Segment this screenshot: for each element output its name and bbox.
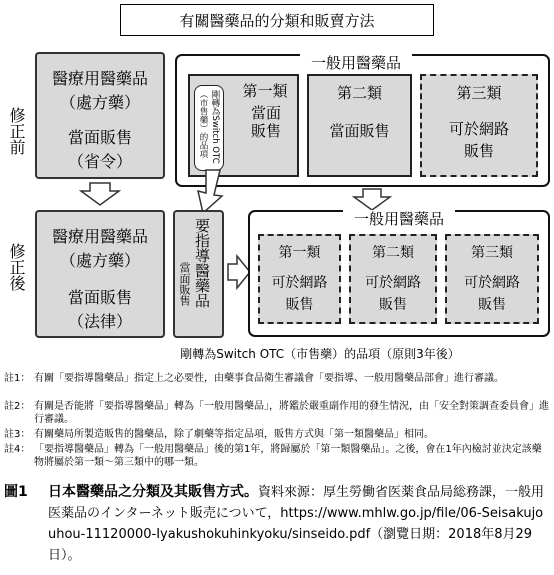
note-text: 「要指導醫藥品」轉為「一般用醫藥品」後的第1年，將歸屬於「第一類醫藥品」。之後，會在1年內檢討並決定該藥物將屬於第一類～第三類中的哪一類。 <box>34 444 542 468</box>
before-rx-law: （省令） <box>67 152 132 171</box>
after-cat1-box <box>258 234 341 324</box>
note-item <box>4 372 549 385</box>
after-cat2-box <box>349 234 437 324</box>
after-cat2-sale-1: 可於網路 <box>365 275 421 291</box>
row-label-after: 修正後 <box>7 243 26 291</box>
switch-note-main: 剛轉為Switch OTC <box>210 90 220 164</box>
figure-caption <box>4 482 550 566</box>
after-cat1-name: 第一類 <box>278 245 321 261</box>
after-cat3-box <box>445 234 539 324</box>
arrow-down-otc <box>354 189 390 210</box>
note-item <box>4 443 549 469</box>
before-cat2-sale: 當面販售 <box>329 122 390 140</box>
after-rx-name: 醫療用醫藥品 <box>51 227 148 246</box>
note-tag: 註2： <box>4 401 31 412</box>
note-item <box>4 428 549 441</box>
after-rx-law: （法律） <box>67 312 132 331</box>
note-tag: 註1： <box>4 373 31 384</box>
guided-drug-sale: 當面販售 <box>178 262 191 306</box>
after-cat1-sale-2: 販售 <box>285 297 314 313</box>
after-cat3-name: 第三類 <box>471 245 513 261</box>
before-otc-title: 一般用醫藥品 <box>300 54 412 72</box>
switch-caption: 剛轉為Switch OTC（市售藥）的品項（原則3年後） <box>180 347 460 361</box>
switch-note-sub: （市售藥）的品項 <box>198 90 208 158</box>
guided-drug-box <box>173 210 224 338</box>
guided-drug-name: 要指導醫藥品 <box>193 218 211 308</box>
before-cat3-name: 第三類 <box>456 84 502 102</box>
before-cat3-sale-1: 可於網路 <box>448 120 509 138</box>
after-cat2-name: 第二類 <box>372 245 414 261</box>
note-text: 有關是否能將「要指導醫藥品」轉為「一般用醫藥品」，將鑑於嚴重副作用的發生情況，由「安全對策調查委員會」進行審議。 <box>34 401 549 425</box>
arrow-switch-to-guided <box>198 170 222 213</box>
note-tag: 註4： <box>4 444 31 455</box>
before-cat2-name: 第二類 <box>336 84 382 102</box>
before-rx-sale: 當面販售 <box>67 128 132 147</box>
before-cat1-sale: 當面販售 <box>250 104 281 140</box>
arrow-down-rx <box>81 183 119 205</box>
before-rx-paren: （處方藥） <box>59 93 140 112</box>
after-rx-paren: （處方藥） <box>59 251 140 270</box>
after-cat1-sale-1: 可於網路 <box>271 275 328 291</box>
before-rx-name: 醫療用醫藥品 <box>51 69 148 88</box>
arrow-guided-to-otc <box>228 256 250 288</box>
before-cat3-sale-2: 販售 <box>463 142 494 160</box>
diagram-title-text: 有關醫藥品的分類和販賣方法 <box>179 11 375 30</box>
figure-source: 資料來源：厚生勞働省医薬食品局総務課，一般用医薬品のインターネット販売について，https://www.mhlw.go.jp/file/06-Seisakujouhou-11120000-Iyakushokuhinkyoku/sinseido.pdf（瀏覽日期：2018年8月29日）。 <box>48 485 545 563</box>
before-cat1-name: 第一類 <box>242 82 288 100</box>
after-cat2-sale-2: 販售 <box>379 297 407 313</box>
row-label-before: 修正前 <box>7 107 26 155</box>
after-rx-box <box>35 210 165 338</box>
after-cat3-sale-1: 可於網路 <box>464 275 520 291</box>
note-text: 有關「要指導醫藥品」指定上之必要性，由藥事食品衛生審議會「要指導、一般用醫藥品部會」進行審議。 <box>34 373 504 384</box>
figure-label: 圖1 <box>4 484 28 500</box>
figure-title: 日本醫藥品之分類及其販售方式。 <box>48 484 258 500</box>
after-cat3-sale-2: 販售 <box>478 297 506 313</box>
note-text: 有關藥局所製造販售的醫藥品，除了劇藥等指定品項，販售方式與「第一類醫藥品」相同。 <box>34 429 434 440</box>
after-otc-title: 一般用醫藥品 <box>343 210 455 228</box>
note-tag: 註3： <box>4 429 31 440</box>
figure-caption-body <box>48 482 550 566</box>
note-item <box>4 400 549 426</box>
after-rx-sale: 當面販售 <box>67 288 132 307</box>
